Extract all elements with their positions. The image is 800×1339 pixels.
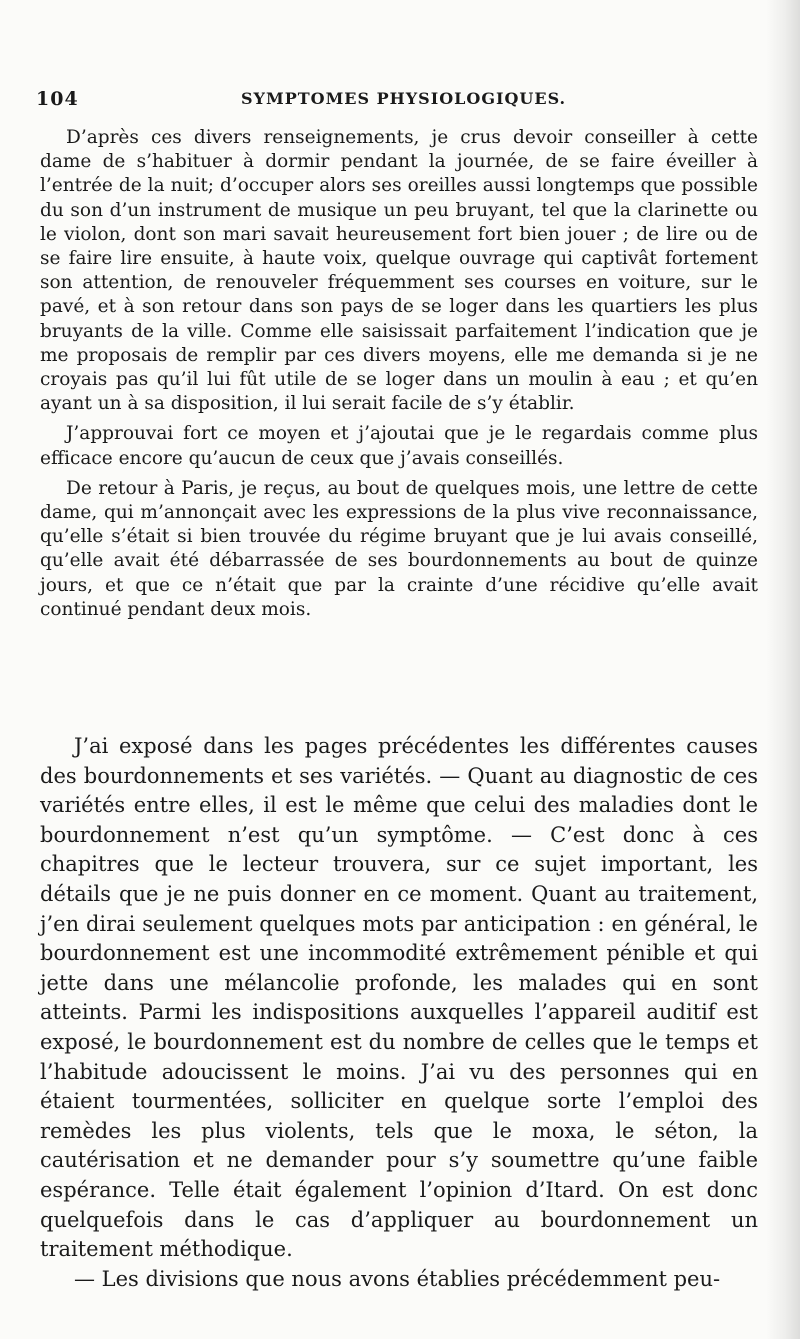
paragraph-approval: J’approuvai fort ce moyen et j’ajoutai que je le regardais comme plus efficace encore qu’aucun de ceux que j’avais conseillés. xyxy=(40,423,758,469)
paragraph-advice: D’après ces divers renseignements, je crus devoir conseiller à cette dame de s’habituer à dormir pendant la journée, de se faire éveiller à l’entrée de la nuit; d’occuper alors ses oreilles aussi longtemps que possible du son d’un instrument de musique un peu bruyant, tel que la clarinette ou le violon, dont son mari savait heureusement fort bien jouer ; de lire ou de se faire lire ensuite, à haute voix, quelque ouvrage qui captivât fortement son attention, de renouveler fréquemment ses courses en voiture, sur le pavé, et à son retour dans son pays de se loger dans les quartiers les plus bruyants de la ville. Comme elle saisissait parfaitement l’indication que je me proposais de remplir par ces divers moyens, elle me demanda si je ne croyais pas qu’il lui fût utile de se loger dans un moulin à eau ; et qu’en ayant un à sa disposition, il lui serait facile de s’y établir. xyxy=(40,127,758,415)
paragraph-diagnosis-treatment: J’ai exposé dans les pages précédentes les différentes causes des bourdonnements et ses variétés. — Quant au diagnostic de ces variétés entre elles, il est le même que celui des maladies dont le bourdonnement n’est qu’un symptôme. — C’est donc à ces chapitres que le lecteur trouvera, sur ce sujet important, les détails que je ne puis donner en ce moment. Quant au traitement, j’en dirai seulement quelques mots par anticipation : en général, le bourdonnement est une incommodité extrêmement pénible et qui jette dans une mélancolie profonde, les malades qui en sont atteints. Parmi les indispositions auxquelles l’appareil auditif est exposé, le bourdonnement est du nombre de celles que le temps et l’habitude adoucissent le moins. J’ai vu des personnes qui en étaient tourmentées, solliciter en quelque sorte l’emploi des remèdes les plus violents, tels que le moxa, le séton, la cautérisation et ne demander pour s’y soumettre qu’une faible espérance. Telle était également l’opinion d’Itard. On est donc quelquefois dans le cas d’appliquer au bourdonnement un traitement méthodique. xyxy=(40,734,758,1262)
small-print-section xyxy=(40,126,758,622)
page-number: 104 xyxy=(36,88,79,110)
paragraph-divisions: — Les divisions que nous avons établies précédemment peu- xyxy=(74,1266,721,1291)
page-edge-shadow xyxy=(766,0,800,1339)
large-print-section xyxy=(40,732,758,1294)
page-header xyxy=(36,88,726,118)
running-head: SYMPTOMES PHYSIOLOGIQUES. xyxy=(241,89,567,108)
paragraph-letter: De retour à Paris, je reçus, au bout de quelques mois, une lettre de cette dame, qui m’annonçait avec les expressions de la plus vive reconnaissance, qu’elle s’était si bien trouvée du régime bruyant que je lui avais conseillé, qu’elle avait été débarrassée de ses bourdonnements au bout de quinze jours, et que ce n’était que par la crainte d’une récidive qu’elle avait continué pendant deux mois. xyxy=(40,477,758,620)
